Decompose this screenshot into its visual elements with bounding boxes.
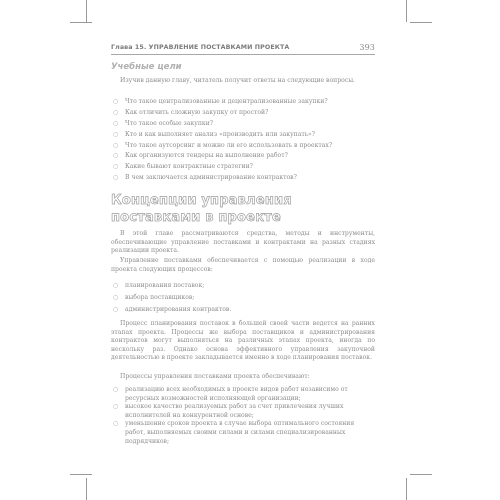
list-item: ○ Как отличить сложную закупку от простой? — [113, 108, 269, 116]
section-heading-line: поставками в проекте — [111, 210, 281, 225]
bullet-icon: ○ — [113, 386, 119, 393]
goals-intro — [111, 77, 375, 86]
bullet-icon: ○ — [113, 306, 119, 313]
crop-mark — [410, 22, 432, 23]
bullet-icon: ○ — [113, 98, 119, 105]
list-item: ○ реализацию всех необходимых в проекте видов работ независимо от ресурсных возможностей исполняющей организации; — [113, 386, 348, 402]
section-heading-line: Концепции управления — [111, 193, 292, 208]
bullet-icon: ○ — [113, 130, 119, 138]
list-item: ○ уменьшение сроков проекта в случае выбора оптимального состояния работ, выполняемых своими силами и силами специализированных подрядчиков; — [113, 420, 355, 445]
bullet-icon: ○ — [113, 152, 119, 160]
crop-mark — [410, 474, 432, 475]
list-item: ○ выбора поставщиков; — [113, 294, 195, 301]
section-para4: Процессы управления поставками проекта обеспечивают: — [120, 373, 310, 380]
benefits-list — [111, 386, 375, 446]
section-para3: Процесс планирования поставок в большей своей части ведется на ранних этапах проекта. Процессы же выбора поставщиков и администрирования контрактов могут выполняться на различных этапах проекта, иногда по нескольку раз. Однако основа эффективного управления закупочной деятельностью в проекте закладывается именно в ходе планирования поставок. — [111, 320, 375, 362]
list-item: ○ Кто и как выполняет анализ «производить или закупать»? — [113, 130, 316, 138]
goals-intro-text: Изучив данную главу, читатель получит ответы на следующие вопросы. — [120, 77, 355, 84]
page-number: 393 — [359, 43, 375, 52]
list-item: ○ Какие бывают контрактные стратегии? — [113, 163, 253, 171]
list-item: ○ Что такое особые закупки? — [113, 119, 214, 127]
list-item: ○ планирования поставок; — [113, 282, 205, 289]
goals-heading: Учебные цели — [111, 62, 182, 72]
list-item: ○ В чем заключается администрирование контрактов? — [113, 174, 297, 182]
list-item: ○ Что такое аутсорсинг и можно ли его использовать в проектах? — [113, 141, 333, 149]
crop-mark — [70, 474, 92, 475]
bullet-icon: ○ — [113, 119, 119, 127]
bullet-icon: ○ — [113, 108, 119, 116]
bullet-icon: ○ — [113, 163, 119, 171]
crop-mark — [406, 478, 407, 500]
list-item: ○ высокое качество реализуемых работ за счет привлечения лучших исполнителей на конкурентной основе; — [113, 403, 344, 419]
bullet-icon: ○ — [113, 174, 119, 182]
section-para2: Управление поставками обеспечивается с помощью реализации в ходе проекта следующих процессов: — [111, 257, 375, 273]
crop-mark — [406, 0, 407, 22]
section-para1: В этой главе рассматриваются средства, методы и инструменты, обеспечивающие управление поставками и контрактами на разных стадиях реализации проекта. — [111, 230, 375, 255]
bullet-icon: ○ — [113, 420, 119, 428]
header-rule — [111, 54, 375, 55]
list-item: ○ Что такое централизованные и децентрализованные закупки? — [113, 98, 328, 105]
crop-mark — [86, 478, 87, 500]
questions-list — [111, 97, 375, 184]
section-heading — [111, 192, 292, 226]
list-item: ○ администрирования контрактов. — [113, 306, 232, 313]
bullet-icon: ○ — [113, 141, 119, 149]
bullet-icon: ○ — [113, 294, 119, 301]
bullet-icon: ○ — [113, 282, 119, 289]
crop-mark — [70, 22, 92, 23]
list-item: ○ Как организуются тендеры на выполнение работ? — [113, 152, 288, 160]
processes-list — [111, 280, 375, 316]
crop-mark — [86, 0, 87, 22]
chapter-title: Глава 15. УПРАВЛЕНИЕ ПОСТАВКАМИ ПРОЕКТА — [111, 44, 290, 51]
running-header — [111, 44, 375, 56]
bullet-icon: ○ — [113, 403, 119, 411]
